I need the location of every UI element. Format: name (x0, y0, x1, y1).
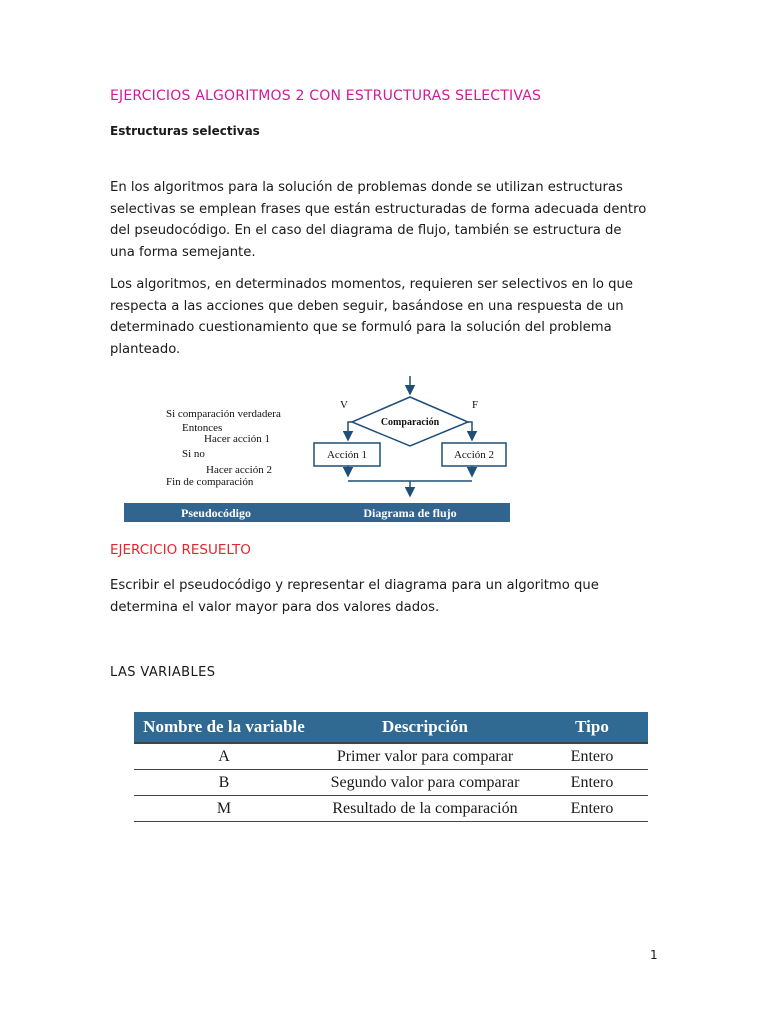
cell-description: Resultado de la comparación (314, 796, 536, 822)
decision-label: Comparación (380, 417, 440, 428)
pseudo-line-else: Si no (182, 448, 205, 460)
header-type: Tipo (536, 712, 648, 743)
exercise-title: EJERCICIO RESUELTO (110, 542, 251, 558)
cell-description: Primer valor para comparar (314, 743, 536, 770)
table-header-row (134, 712, 648, 743)
selective-structure-figure (124, 372, 510, 522)
table-row (134, 770, 648, 796)
pseudo-line-action2: Hacer acción 2 (206, 464, 272, 476)
cell-type: Entero (536, 743, 648, 770)
action2-label: Acción 2 (453, 449, 495, 461)
paragraph-exercise: Escribir el pseudocódigo y representar el diagrama para un algoritmo que determina el valor mayor para dos valores dados. (110, 578, 599, 615)
cell-description: Segundo valor para comparar (314, 770, 536, 796)
section-subheading: Estructuras selectivas (110, 124, 260, 138)
table-row (134, 796, 648, 822)
variables-label: LAS VARIABLES (110, 665, 216, 680)
paragraph-intro: En los algoritmos para la solución de problemas donde se utilizan estructuras selectivas se emplean frases que están estructuradas de forma adecuada dentro del pseudocódigo. En el caso del diagrama de flujo, también se estructura de una forma semejante. (110, 180, 647, 260)
flow-arrow-false (468, 422, 472, 440)
flow-arrow-true (348, 422, 352, 440)
flowchart (124, 372, 510, 522)
true-label: V (340, 399, 348, 411)
caption-flowchart: Diagrama de flujo (363, 506, 457, 520)
paragraph-selective: Los algoritmos, en determinados momentos, requieren ser selectivos en lo que respecta a las acciones que deben seguir, basándose en una respuesta de un determinado cuestionamiento que se formuló para la solución del problema planteado. (110, 277, 634, 357)
false-label: F (472, 399, 479, 411)
page-number: 1 (650, 948, 658, 962)
pseudo-line-end: Fin de comparación (166, 476, 254, 488)
cell-type: Entero (536, 796, 648, 822)
header-name: Nombre de la variable (134, 712, 314, 743)
cell-name: B (134, 770, 314, 796)
action1-label: Acción 1 (326, 449, 368, 461)
cell-name: M (134, 796, 314, 822)
document-title: EJERCICIOS ALGORITMOS 2 CON ESTRUCTURAS SELECTIVAS (110, 88, 542, 104)
caption-pseudocode: Pseudocódigo (180, 506, 252, 520)
pseudo-line-action1: Hacer acción 1 (204, 433, 270, 445)
pseudo-line-if: Si comparación verdadera (166, 408, 281, 420)
variables-table (134, 712, 648, 822)
pseudo-line-then: Entonces (182, 422, 223, 434)
cell-name: A (134, 743, 314, 770)
table-row (134, 743, 648, 770)
cell-type: Entero (536, 770, 648, 796)
header-description: Descripción (314, 712, 536, 743)
